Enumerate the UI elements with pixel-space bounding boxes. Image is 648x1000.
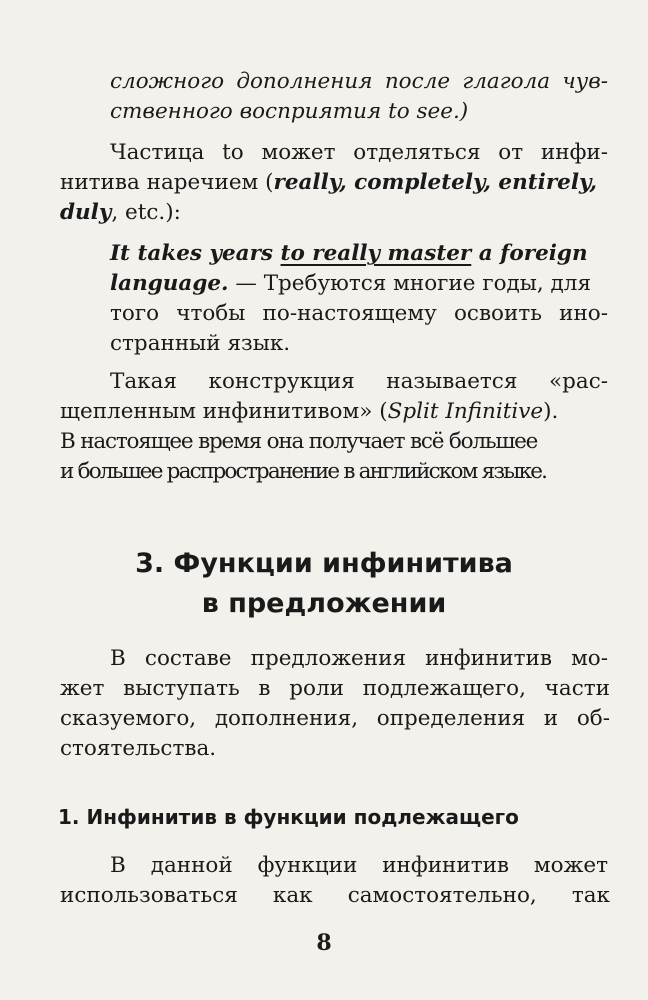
para1-line2: ственного восприятия to see.) [110,99,469,124]
para3-line1: Такая конструкция называется «рас- [110,369,608,394]
para1-line1: сложного дополнения после глагола чув- [110,69,608,94]
example-line1: It takes years to really master a foreign [110,241,588,266]
para3-line3: В настоящее время она получает всё большее [60,429,538,454]
para3-line2: щепленным инфинитивом» (Split Infinitive). [60,399,559,424]
example-line3: того чтобы по-настоящему освоить ино- [110,301,608,326]
para5-line2: использоваться как самостоятельно, так [60,883,610,908]
page-number: 8 [316,930,332,956]
example-line2: language. — Требуются многие годы, для [110,271,592,296]
para2-line1: Частица to может отделяться от инфи- [110,140,608,165]
para5-line1: В данной функции инфинитив может [110,853,608,878]
para3-line4: и большее распространение в английском языке. [60,459,547,484]
para4-line2: жет выступать в роли подлежащего, части [60,676,610,701]
section-title-line2: в предложении [201,588,447,619]
subsection-title: 1. Инфинитив в функции подлежащего [58,805,519,829]
para4-line3: сказуемого, дополнения, определения и об- [60,706,610,731]
section-title-line1: 3. Функции инфинитива [135,548,513,579]
para2-line2: нитива наречием (really, completely, entirely, [60,170,597,195]
para2-line3: duly, etc.): [60,200,181,225]
para4-line1: В составе предложения инфинитив мо- [110,646,608,671]
para4-line4: стоятельства. [60,736,217,761]
example-line4: странный язык. [110,331,291,356]
